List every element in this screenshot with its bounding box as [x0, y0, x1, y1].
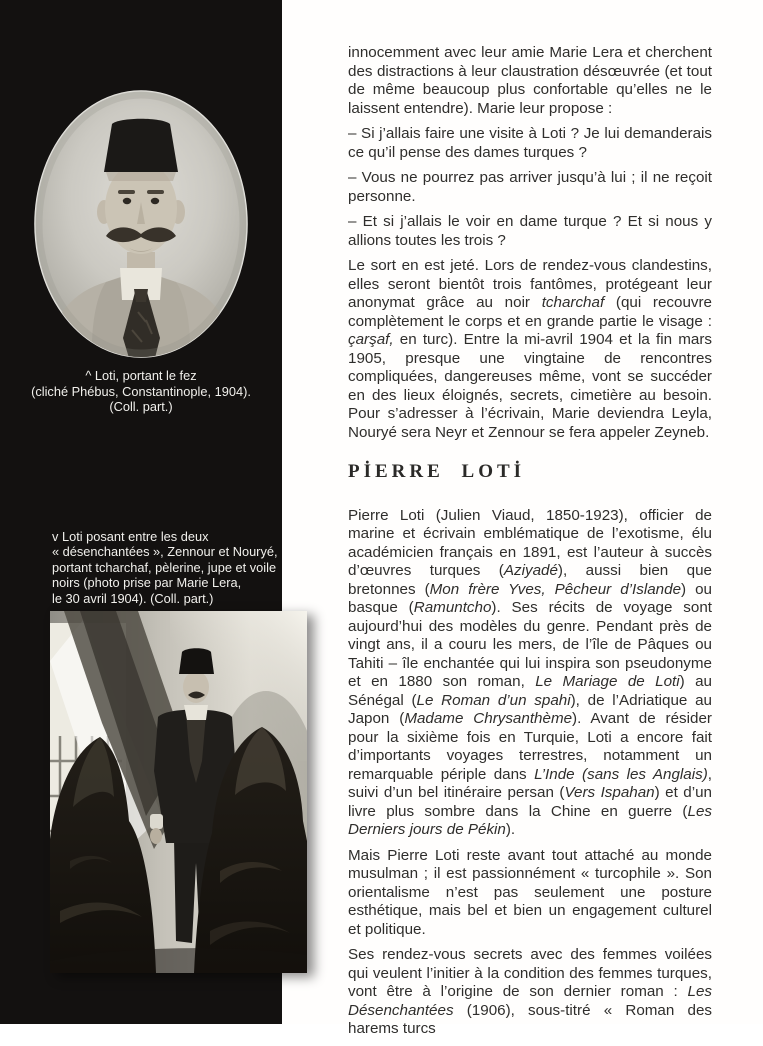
caption-line: ^ Loti, portant le fez	[85, 368, 197, 383]
caption-group-photo	[52, 529, 278, 606]
caption-line: noirs (photo prise par Marie Lera,	[52, 575, 242, 591]
group-photo-illustration	[50, 611, 307, 973]
caption-line: (cliché Phébus, Constantinople, 1904).	[31, 383, 251, 399]
paragraph-rendezvous: Le sort en est jeté. Lors de rendez-vous clandestins, elles seront bientôt trois fantômes, protégeant leur anonymat grâce au noir tcharchaf (qui recouvre complètement le corps et en grande partie le visage : çarşaf, en turc). Entre la mi-avril 1904 et la fin mars 1905, presque une vingtaine de rencontres compliquées, dangereuses même, vont se succéder en des lieux éloignés, secrets, cimetière au besoin. Pour s’adresser à l’écrivain, Marie deviendra Leyla, Nouryé sera Neyr et Zennour se fera appeler Zeyneb.	[348, 257, 712, 441]
portrait-photo-loti-fez	[34, 90, 248, 358]
section-heading-pierre-loti: PİERRE LOTİ	[348, 461, 526, 482]
article-column	[348, 44, 712, 1046]
caption-line: « désenchantées », Zennour et Nouryé,	[52, 544, 278, 560]
group-photo-loti-veiled-women	[50, 611, 307, 973]
paragraph-opening: innocemment avec leur amie Marie Lera et cherchent des distractions à leur claustration désœuvrée (et tout de même beaucoup plus confortable qu’elles ne le laissent entendre). Marie leur propose :	[348, 44, 712, 117]
caption-line: v Loti posant entre les deux	[52, 529, 209, 544]
portrait-photo-illustration	[34, 90, 248, 358]
paragraph-biography: Pierre Loti (Julien Viaud, 1850-1923), officier de marine et écrivain emblématique de l’exotisme, élu académicien français en 1891, est l’auteur à succès d’œuvres turques (Aziyadé), aussi bien que bretonnes (Mon frère Yves, Pêcheur d’Islande) ou basque (Ramuntcho). Ses récits de voyage sont aujourd’hui des modèles du genre. Pendant près de vingt ans, il a couru les mers, de l’île de Pâques ou Tahiti – île enchantée qui lui inspira son pseudonyme et en 1880 son roman, Le Mariage de Loti) au Sénégal (Le Roman d’un spahi), de l’Adriatique au Japon (Madame Chrysanthème). Avant de résider pour la sixième fois en Turquie, Loti a encore fait d’importants voyages terrestres, notamment un remarquable périple dans L’Inde (sans les Anglais), suivi d’un bel itinéraire persan (Vers Ispahan) et d’un livre plus sombre dans la Chine en guerre (Les Derniers jours de Pékin).	[348, 506, 713, 838]
dialogue-line-1: – Si j’allais faire une visite à Loti ? Je lui demanderais ce qu’il pense des dames turques ?	[348, 125, 712, 161]
caption-line: portant tcharchaf, pèlerine, jupe et voile	[52, 559, 277, 575]
paragraph-turcophile: Mais Pierre Loti reste avant tout attaché au monde musulman ; il est passionnément « turcophile ». Son orientalisme n’est pas seulement une posture esthétique, mais bel et bien un engagement culturel et politique.	[348, 846, 712, 938]
caption-portrait-photo	[8, 368, 274, 415]
paragraph-desenchantees: Ses rendez-vous secrets avec des femmes voilées qui veulent l’initier à la condition des femmes turques, vont être à l’origine de son dernier roman : Les Désenchantées (1906), sous-titré « Roman des harems turcs	[348, 946, 712, 1037]
dialogue-line-2: – Vous ne pourrez pas arriver jusqu’à lui ; il ne reçoit personne.	[348, 169, 712, 205]
caption-line: le 30 avril 1904). (Coll. part.)	[52, 590, 214, 606]
caption-line: (Coll. part.)	[109, 399, 173, 414]
dialogue-line-3: – Et si j’allais le voir en dame turque ? Et si nous y allions toutes les trois ?	[348, 213, 712, 249]
